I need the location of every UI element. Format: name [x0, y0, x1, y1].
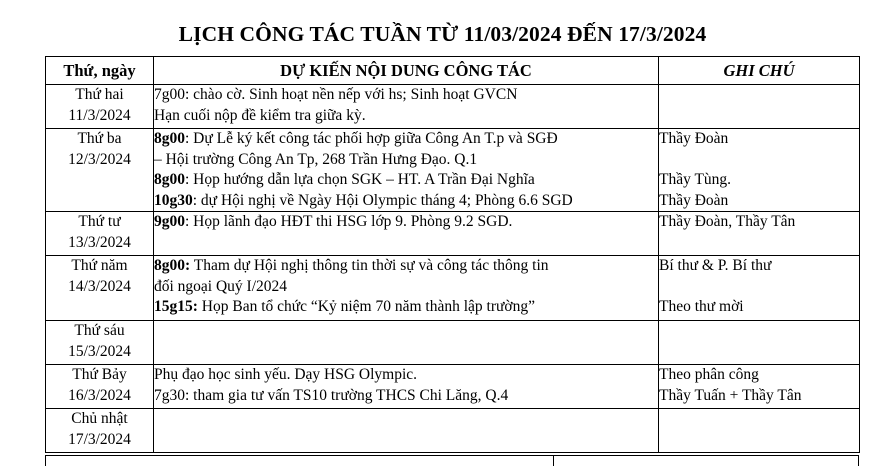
- note-cell: [659, 365, 860, 409]
- note-line: [659, 150, 859, 171]
- content-line: [154, 191, 658, 212]
- content-text: – Hội trường Công An Tp, 268 Trần Hưng Đạo. Q.1: [154, 150, 478, 168]
- day-name: Thứ sáu: [74, 322, 125, 339]
- header-note: GHI CHÚ: [659, 57, 860, 85]
- content-text: 7g00: chào cờ. Sinh hoạt nền nếp với hs; Sinh hoạt GVCN: [154, 86, 518, 103]
- note-line: Thầy Đoàn: [659, 191, 729, 209]
- content-cell: [154, 321, 659, 365]
- content-text: Phụ đạo học sinh yếu. Dạy HSG Olympic.: [154, 366, 418, 383]
- content-text: Tham dự Hội nghị thông tin thời sự và công tác thông tin: [190, 257, 549, 274]
- content-text: Hạn cuối nộp đề kiểm tra giữa kỳ.: [154, 106, 366, 124]
- day-name: Thứ ba: [77, 130, 122, 147]
- note-line: Theo phân công: [659, 366, 759, 383]
- content-line: [154, 297, 658, 318]
- day-date: 15/3/2024: [68, 342, 131, 360]
- table-row: [46, 212, 860, 256]
- page-title: LỊCH CÔNG TÁC TUẦN TỪ 11/03/2024 ĐẾN 17/3/2024: [178, 22, 707, 46]
- time-label: 8g00: [154, 130, 185, 147]
- note-line: Bí thư & P. Bí thư: [659, 257, 772, 274]
- header-day: Thứ, ngày: [46, 57, 154, 85]
- day-name: Thứ hai: [75, 86, 124, 103]
- note-cell: [659, 129, 860, 212]
- time-label: 8g00:: [154, 257, 191, 274]
- header-content: DỰ KIẾN NỘI DUNG CÔNG TÁC: [154, 57, 659, 85]
- note-cell: [659, 85, 860, 129]
- table-row: [46, 409, 860, 453]
- content-cell: [154, 85, 659, 129]
- content-cell: [154, 212, 659, 256]
- table-row: [46, 256, 860, 321]
- note-line: Thầy Đoàn: [659, 130, 729, 147]
- note-cell: [659, 212, 860, 256]
- day-cell: [46, 365, 154, 409]
- note-line: Theo thư mời: [659, 298, 744, 315]
- table-row: [46, 129, 860, 212]
- time-label: 10g30: [154, 191, 193, 209]
- day-date: 14/3/2024: [68, 277, 131, 295]
- schedule-table: [45, 56, 860, 453]
- content-line: [154, 212, 658, 233]
- table-row: [46, 321, 860, 365]
- content-line: [154, 150, 658, 171]
- day-date: 11/3/2024: [68, 106, 131, 124]
- note-cell: [659, 256, 860, 321]
- note-cell: [659, 409, 860, 453]
- note-line: Thầy Đoàn, Thầy Tân: [659, 213, 796, 230]
- day-cell: [46, 212, 154, 256]
- content-cell: [154, 409, 659, 453]
- day-date: 17/3/2024: [68, 430, 131, 448]
- note-line: [659, 277, 859, 298]
- content-text: đối ngoại Quý I/2024: [154, 277, 288, 295]
- day-name: Thứ năm: [71, 257, 128, 274]
- time-label: 9g00: [154, 213, 185, 230]
- time-label: 15g15:: [154, 298, 198, 315]
- content-cell: [154, 129, 659, 212]
- table-row: [46, 85, 860, 129]
- content-text: : Dự Lễ ký kết công tác phối hợp giữa Công An T.p và SGĐ: [185, 130, 558, 147]
- content-cell: [154, 365, 659, 409]
- note-line: Thầy Tùng.: [659, 171, 732, 188]
- day-date: 16/3/2024: [68, 386, 131, 404]
- content-cell: [154, 256, 659, 321]
- content-line: [154, 170, 658, 191]
- note-line: Thầy Tuấn + Thầy Tân: [659, 386, 802, 404]
- day-name: Thứ Bảy: [72, 366, 127, 383]
- content-text: : Họp lãnh đạo HĐT thi HSG lớp 9. Phòng 9.2 SGD.: [185, 213, 513, 230]
- content-line: [154, 129, 658, 150]
- table-row: [46, 365, 860, 409]
- day-date: 12/3/2024: [68, 150, 131, 168]
- content-line: [154, 386, 658, 407]
- day-name: Chủ nhật: [71, 410, 128, 427]
- day-cell: [46, 85, 154, 129]
- day-cell: [46, 129, 154, 212]
- day-name: Thứ tư: [78, 213, 121, 230]
- content-line: [154, 365, 658, 386]
- day-cell: [46, 321, 154, 365]
- content-line: [154, 256, 658, 277]
- content-text: : dự Hội nghị về Ngày Hội Olympic tháng 4; Phòng 6.6 SGD: [192, 191, 573, 209]
- content-line: [154, 277, 658, 298]
- note-cell: [659, 321, 860, 365]
- day-cell: [46, 409, 154, 453]
- time-label: 8g00: [154, 171, 185, 188]
- header-row: [46, 57, 860, 85]
- content-line: [154, 106, 658, 127]
- day-date: 13/3/2024: [68, 233, 131, 251]
- day-cell: [46, 256, 154, 321]
- content-text: 7g30: tham gia tư vấn TS10 trường THCS Chi Lăng, Q.4: [154, 386, 509, 404]
- content-text: : Họp hướng dẫn lựa chọn SGK – HT. A Trần Đại Nghĩa: [185, 171, 535, 188]
- content-text: Họp Ban tổ chức “Kỷ niệm 70 năm thành lập trường”: [197, 298, 535, 315]
- content-line: [154, 85, 658, 106]
